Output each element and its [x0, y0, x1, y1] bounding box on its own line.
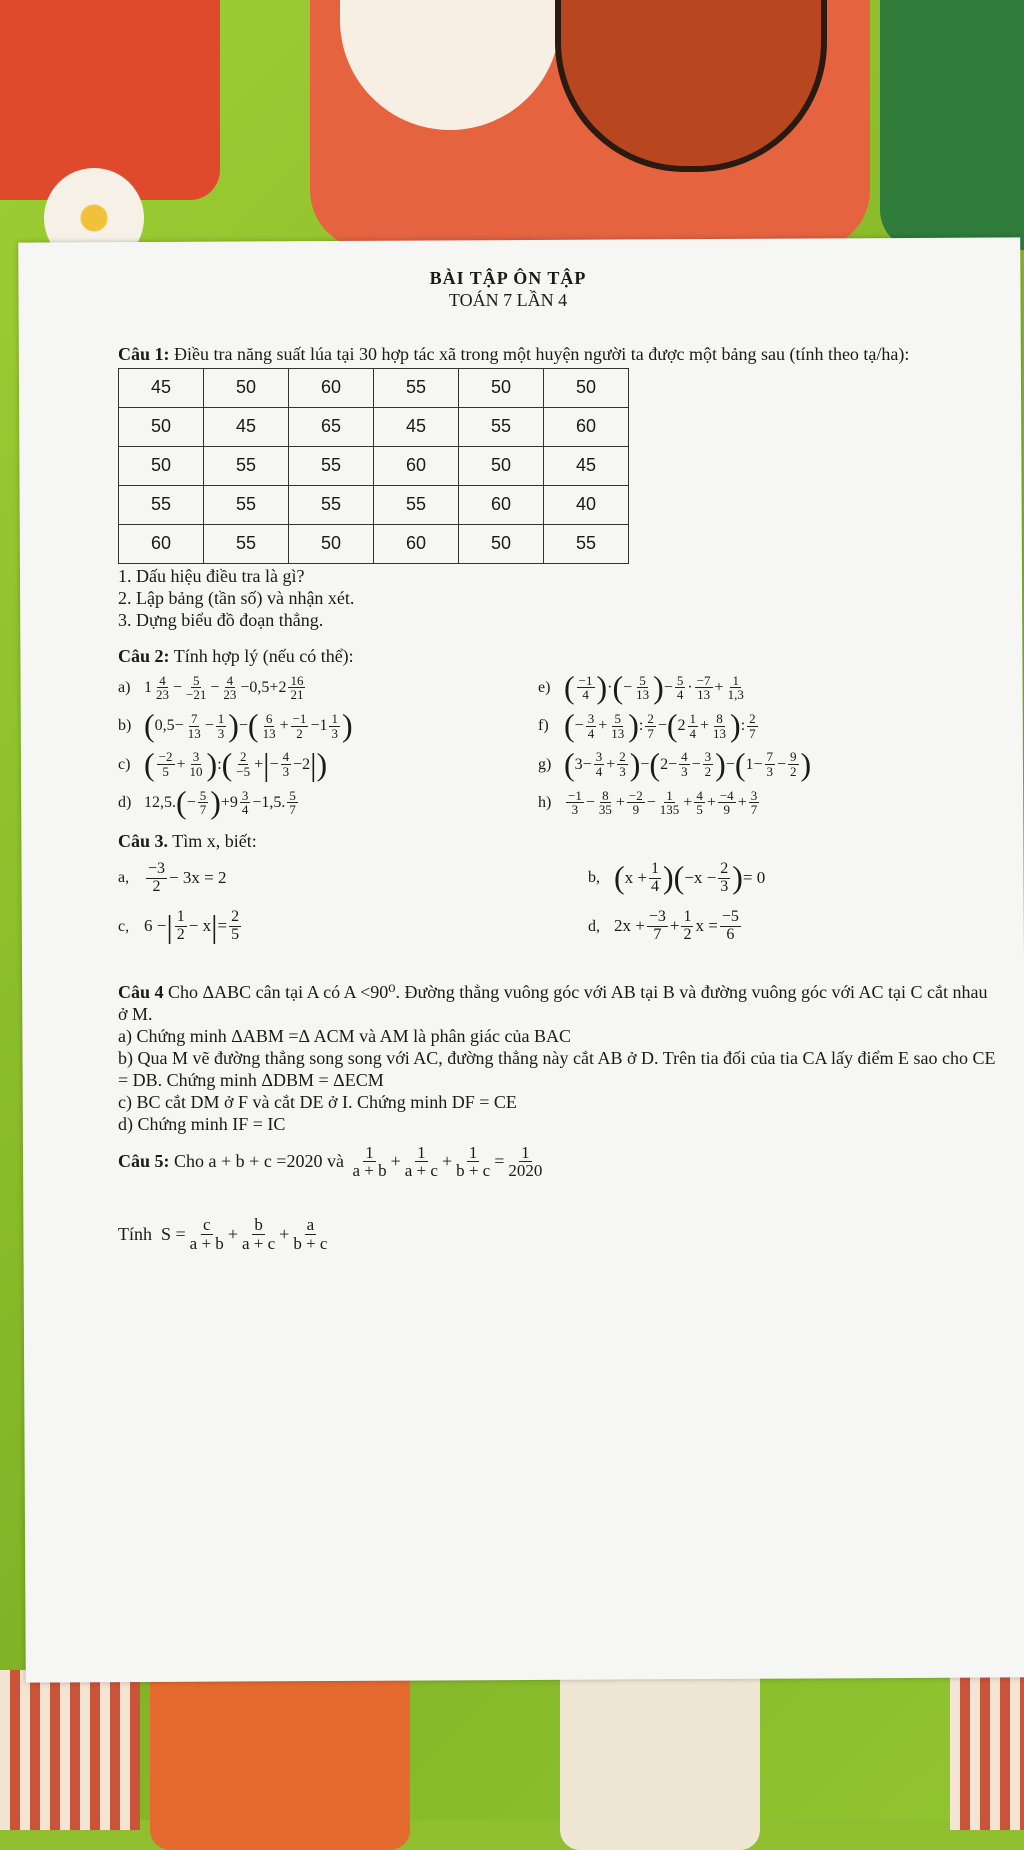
q2-item-d: d) 12,5. ( − $\frac{5}{7}$ ) +9 $\frac{3}{4}$ −1,5. $\frac{5}{7}$ [118, 783, 296, 820]
table-row: 50 55 55 60 50 45 [119, 446, 629, 485]
q4-part-c: c) BC cắt DM ở F và cắt DE ở I. Chứng minh DF = CE [118, 1091, 517, 1112]
q2-item-f: f) ( − $\frac{3}{4}$ + $\frac{5}{13}$ ) : $\frac{2}{7}$ − ( 2 $\frac{1}{4}$ + $\frac{8}{13}$ ) : $\frac{2}{7}$ [538, 707, 756, 744]
list-item: 1. Dấu hiệu điều tra là gì? [118, 565, 305, 586]
q5-expression: Tính S = $\frac{c}{a + b}$ + $\frac{b}{a + c}$ + $\frac{a}{b + c}$ [118, 1215, 328, 1254]
worksheet-content [118, 268, 998, 1253]
q5-block [118, 1144, 998, 1253]
q3-prompt: Câu 3. Tìm x, biết: [118, 830, 257, 851]
q1-items [118, 566, 998, 632]
worksheet-subtitle: TOÁN 7 LẦN 4 [448, 289, 568, 310]
q2-item-h: h) $\frac{-1}{3}$ − $\frac{8}{35}$ + $\frac{-2}{9}$ − $\frac{1}{135}$ + $\frac{4}{5}$ + $\frac{-4}{9}$ + $\frac{3}{7}$ [538, 787, 758, 818]
q4-block [118, 982, 998, 1136]
table-row: 55 55 55 55 60 40 [119, 485, 629, 524]
q3-item-b: b, ( x + $\frac{1}{4}$ ) ( −x − $\frac{2}{3}$ ) = 0 [588, 859, 766, 896]
table-row: 45 50 60 55 50 50 [119, 368, 629, 407]
mat-green-tile [880, 0, 1024, 250]
worksheet-title: BÀI TẬP ÔN TẬP [429, 268, 587, 288]
q4-part-b: b) Qua M vẽ đường thẳng song song với AC, đường thẳng này cắt AB ở D. Trên tia đối của tia CA lấy điểm E sao cho CE = DB. Chứng minh ΔDBM = ΔECM [118, 1047, 996, 1090]
q1-data-table [118, 368, 629, 564]
table-row: 60 55 50 60 50 55 [119, 524, 629, 563]
q4-part-a: a) Chứng minh ΔABM =Δ ACM và AM là phân giác của BAC [118, 1025, 572, 1046]
q2-item-g: g) ( 3− $\frac{3}{4}$ + $\frac{2}{3}$ ) − ( 2− $\frac{4}{3}$ − $\frac{3}{2}$ ) − ( 1− $\frac{7}{3}$ − $\frac{9}{2}$ ) [538, 745, 812, 782]
q2-prompt: Câu 2: Tính hợp lý (nếu có thể): [118, 645, 354, 666]
q2-exercises [118, 669, 998, 820]
mat-cream-tile [560, 1650, 760, 1850]
mat-stripe-left [0, 1670, 140, 1830]
q4-part-d: d) Chứng minh IF = IC [118, 1113, 286, 1134]
q2-item-a: a) 1 $\frac{4}{23}$ − $\frac{5}{-21}$ − $\frac{4}{23}$ −0,5+2 $\frac{16}{21}$ [118, 672, 304, 703]
q4-intro: Câu 4 Cho ΔABC cân tại A có A <90⁰. Đường thẳng vuông góc với AB tại B và đường vuông góc với AC tại C cắt nhau ở M. [118, 981, 988, 1024]
list-item: 3. Dựng biểu đồ đoạn thẳng. [118, 609, 324, 630]
table-row: 50 45 65 45 55 60 [119, 407, 629, 446]
list-item: 2. Lập bảng (tần số) và nhận xét. [118, 587, 355, 608]
q3-item-a: a, $\frac{-3}{2}$ − 3x = 2 [118, 859, 227, 895]
q2-item-e: e) ( $\frac{-1}{4}$ ) · ( − $\frac{5}{13}$ ) − $\frac{5}{4}$ · $\frac{-7}{13}$ + $\frac{1}{1,3}$ [538, 669, 744, 706]
q3-item-d: d, 2x + $\frac{-3}{7}$ + $\frac{1}{2}$ x = $\frac{-5}{6}$ [588, 908, 739, 944]
q3-exercises [118, 861, 998, 944]
q2-item-b: b) ( 0,5− $\frac{7}{13}$ − $\frac{1}{3}$ ) − ( $\frac{6}{13}$ + $\frac{-1}{2}$ −1 $\frac{1}{3}$ ) [118, 707, 353, 744]
q5-condition: Câu 5: Cho a + b + c =2020 và $\frac{1}{a + b}$ + $\frac{1}{a + c}$ + $\frac{1}{b + c}$ = $\frac{1}{2020}$ [118, 1142, 543, 1181]
q1-prompt: Câu 1: Điều tra năng suất lúa tại 30 hợp tác xã trong một huyện người ta được một bảng sau (tính theo tạ/ha): [118, 343, 910, 364]
q2-item-c: c) ( $\frac{-2}{5}$ + $\frac{3}{10}$ ) : ( $\frac{2}{-5}$ + | − $\frac{4}{3}$ −2 | ) [118, 745, 328, 782]
q3-item-c: c, 6 − | $\frac{1}{2}$ − x | = $\frac{2}{5}$ [118, 907, 240, 944]
